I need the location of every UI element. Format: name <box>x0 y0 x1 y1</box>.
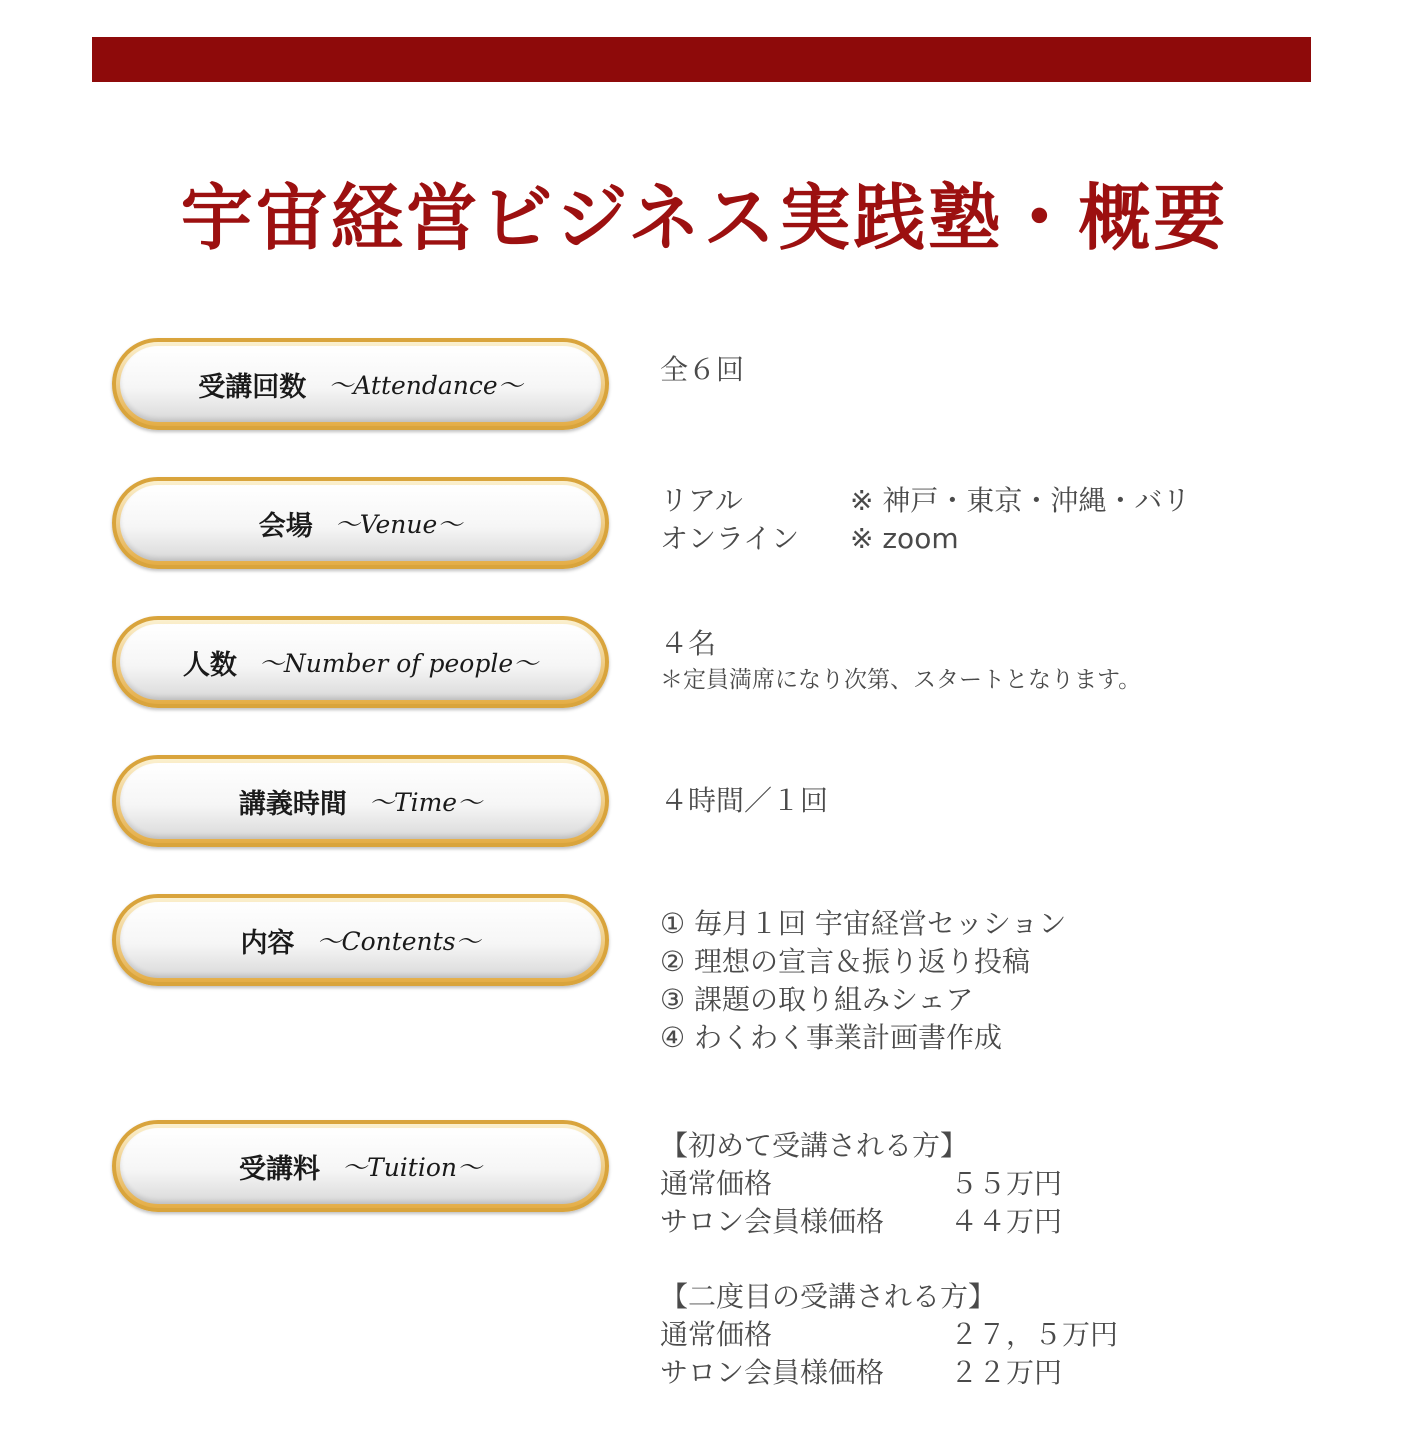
tuition-first-heading: 【初めて受講される方】 <box>660 1129 969 1162</box>
page-title: 宇宙経営ビジネス実践塾・概要 <box>180 176 1229 260</box>
people-label-jp: 人数 <box>182 649 237 681</box>
attendance-value: 全６回 <box>660 353 745 386</box>
venue-label-jp: 会場 <box>258 510 313 542</box>
tuition-label-en: ～Tuition～ <box>342 1153 482 1182</box>
people-note: ＊定員満席になり次第、スタートとなります。 <box>660 667 1142 693</box>
attendance-label-jp: 受講回数 <box>198 371 307 403</box>
time-label-pill <box>112 755 609 847</box>
people-label-en: ～Number of people～ <box>258 649 539 678</box>
tuition-price-label: サロン会員様価格 <box>660 1356 885 1389</box>
tuition-price-label: サロン会員様価格 <box>660 1205 885 1238</box>
top-banner-bar <box>92 37 1311 82</box>
tuition-price-row <box>660 1316 1118 1354</box>
tuition-spacer <box>660 1241 1118 1278</box>
attendance-label-pill <box>112 338 609 430</box>
venue-label-en: ～Venue～ <box>334 510 463 539</box>
tuition-price-value: ４４万円 <box>950 1205 1063 1238</box>
venue-row-online <box>660 520 1190 558</box>
tuition-price-label: 通常価格 <box>660 1167 773 1200</box>
tuition-price-value: ５５万円 <box>950 1167 1063 1200</box>
people-info <box>660 625 1141 697</box>
time-value: ４時間／１回 <box>660 784 829 817</box>
venue-label-pill <box>112 477 609 569</box>
contents-label-jp: 内容 <box>240 927 295 959</box>
contents-label-en: ～Contents～ <box>316 927 481 956</box>
tuition-price-value: ２２万円 <box>950 1356 1063 1389</box>
venue-type-online: オンライン <box>660 522 800 555</box>
attendance-label-en: ～Attendance～ <box>328 371 523 400</box>
attendance-info <box>660 351 744 389</box>
venue-info <box>660 482 1190 558</box>
people-label-pill <box>112 616 609 708</box>
time-label-jp: 講義時間 <box>238 788 347 820</box>
time-label-en: ～Time～ <box>368 788 483 817</box>
contents-item: ④ わくわく事業計画書作成 <box>660 1021 1003 1054</box>
contents-item: ② 理想の宣言＆振り返り投稿 <box>660 945 1031 978</box>
contents-label-pill <box>112 894 609 986</box>
contents-item: ① 毎月１回 宇宙経営セッション <box>660 907 1067 940</box>
tuition-price-row <box>660 1354 1118 1392</box>
contents-list <box>660 905 1066 1057</box>
venue-note-real: ※ 神戸・東京・沖縄・バリ <box>850 484 1191 517</box>
tuition-info <box>660 1127 1118 1392</box>
tuition-price-row <box>660 1165 1118 1203</box>
tuition-label-pill <box>112 1120 609 1212</box>
venue-row-real <box>660 482 1190 520</box>
venue-type-real: リアル <box>660 484 743 517</box>
tuition-label-jp: 受講料 <box>239 1153 321 1185</box>
tuition-price-row <box>660 1203 1118 1241</box>
venue-note-online: ※ zoom <box>850 522 959 555</box>
time-info <box>660 782 828 820</box>
people-value: ４名 <box>660 627 717 660</box>
tuition-price-value: ２７，５万円 <box>950 1318 1119 1351</box>
tuition-second-heading: 【二度目の受講される方】 <box>660 1280 997 1313</box>
contents-item: ③ 課題の取り組みシェア <box>660 983 974 1016</box>
tuition-price-label: 通常価格 <box>660 1318 773 1351</box>
